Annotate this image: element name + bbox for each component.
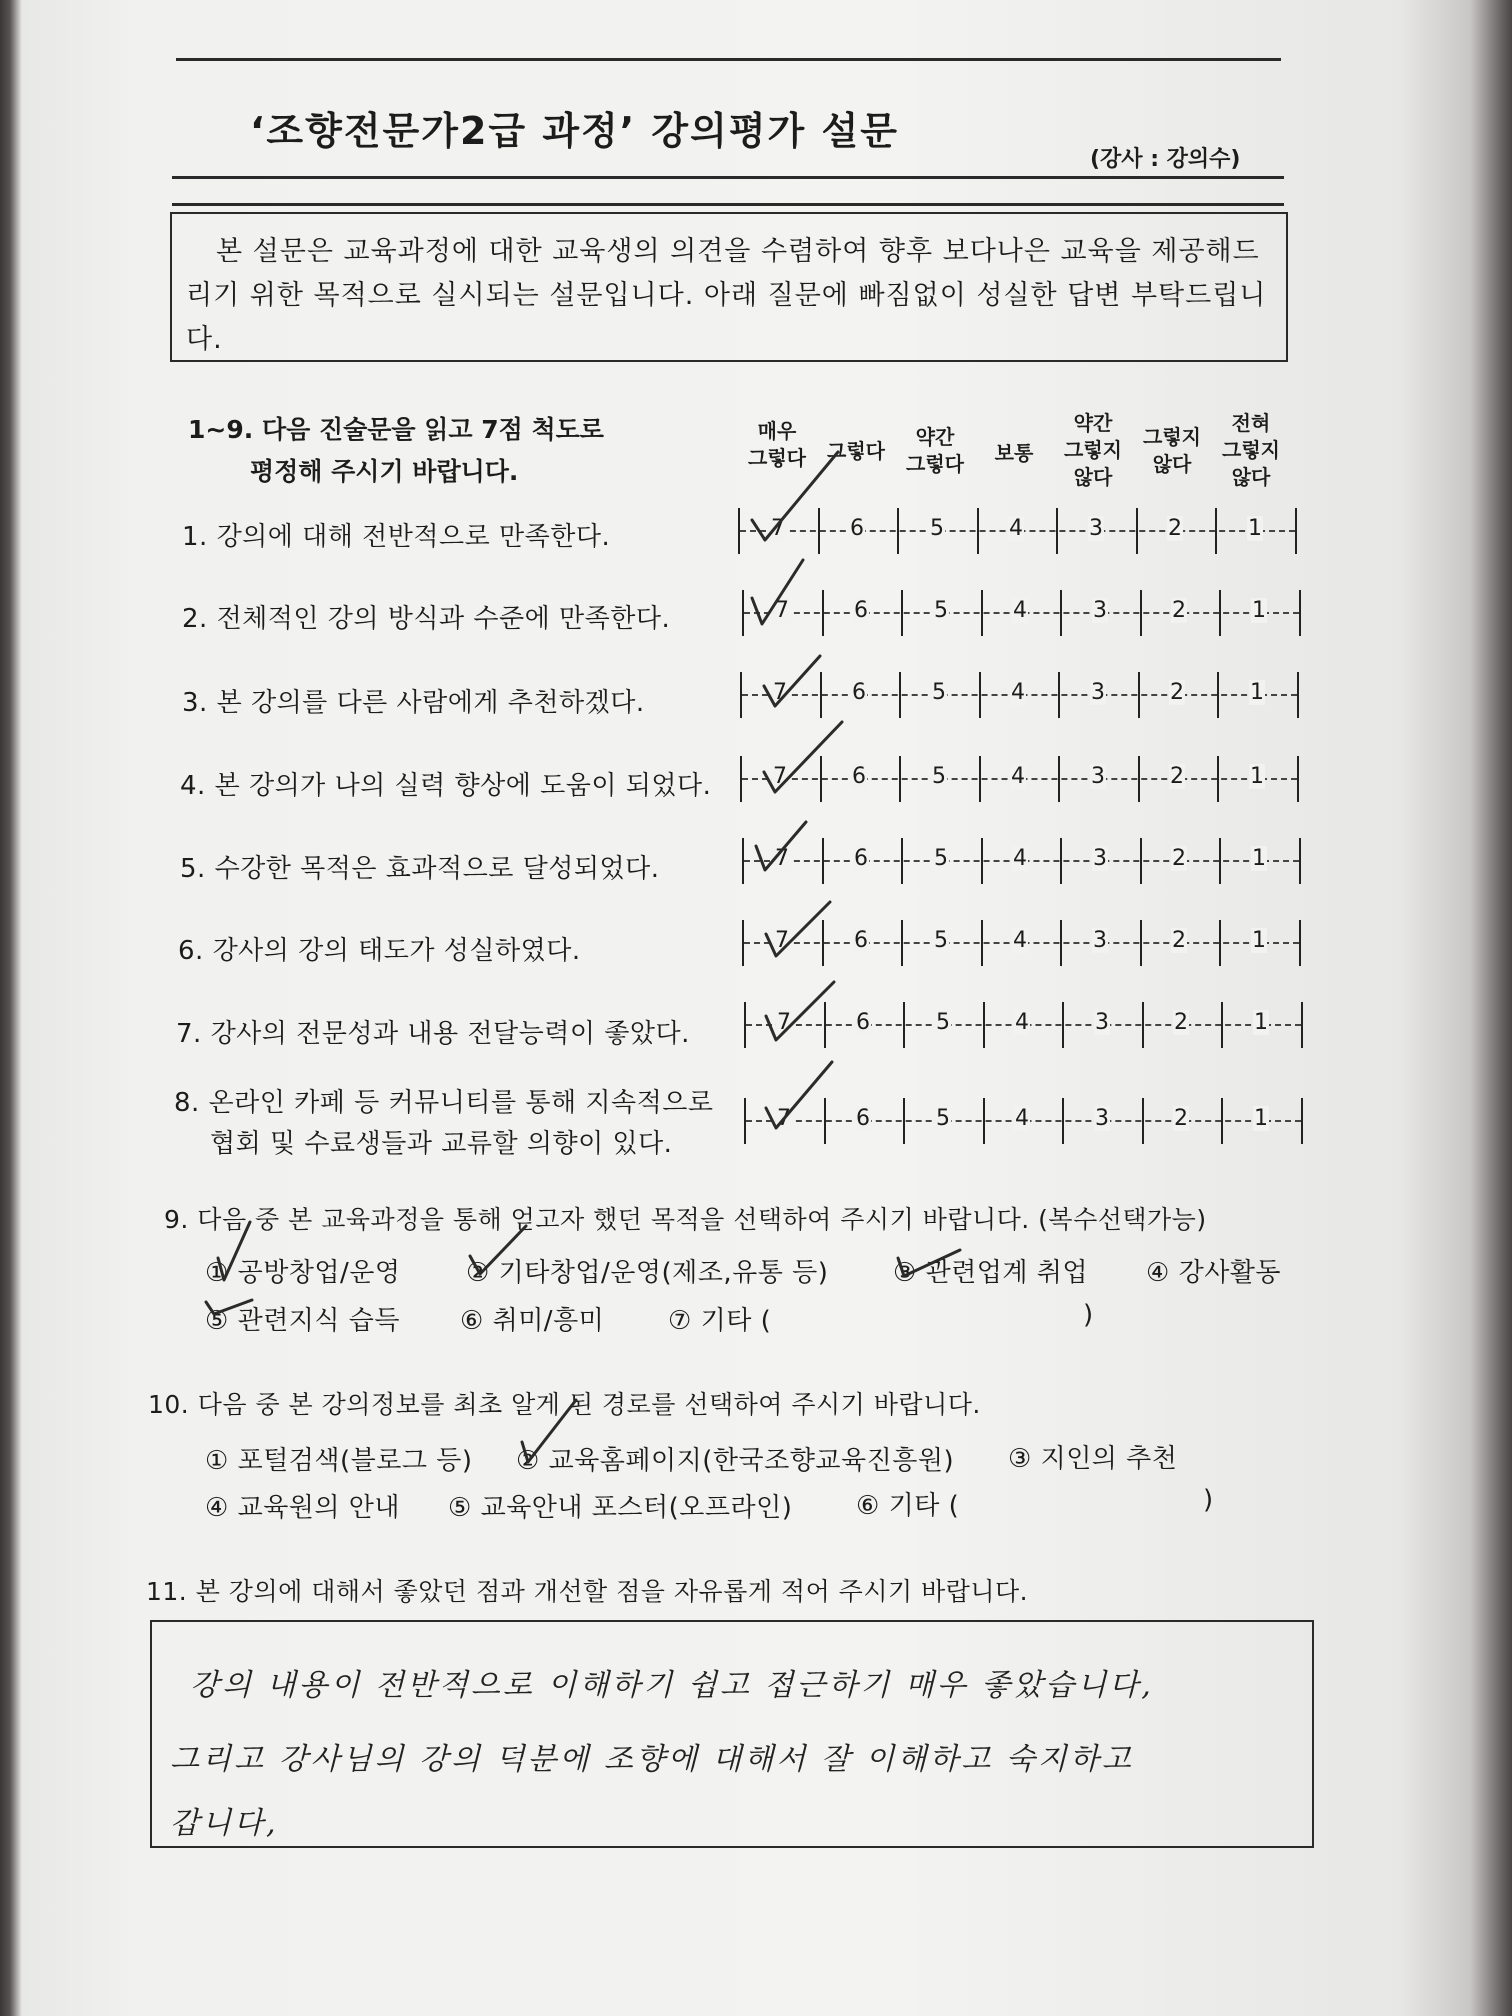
intro-box bbox=[170, 212, 1288, 362]
scale-number-6[interactable]: 6 bbox=[856, 1010, 870, 1035]
q10-option-6-close: ) bbox=[1203, 1485, 1214, 1515]
q10-option-4[interactable]: ④ 교육원의 안내 bbox=[205, 1493, 401, 1523]
scale-number-2[interactable]: 2 bbox=[1170, 680, 1184, 705]
scale-number-1[interactable]: 1 bbox=[1252, 598, 1266, 623]
rating-scale-row[interactable] bbox=[742, 920, 1304, 966]
rating-scale-row[interactable] bbox=[740, 756, 1302, 802]
col-header-slightly-agree: 약간 그렇다 bbox=[906, 425, 964, 476]
intro-text: 본 설문은 교육과정에 대한 교육생의 의견을 수렴하여 향후 보다나은 교육을 제공해드리기 위한 목적으로 실시되는 설문입니다. 아래 질문에 빠짐없이 성실한 답변 부탁드립니다. bbox=[186, 236, 1267, 355]
scale-number-5[interactable]: 5 bbox=[934, 928, 948, 953]
q10-option-5[interactable]: ⑤ 교육안내 포스터(오프라인) bbox=[448, 1493, 793, 1523]
scale-number-5[interactable]: 5 bbox=[930, 516, 944, 541]
scale-number-4[interactable]: 4 bbox=[1015, 1106, 1029, 1131]
scale-number-5[interactable]: 5 bbox=[934, 846, 948, 871]
scale-divider bbox=[1295, 508, 1297, 554]
scale-number-4[interactable]: 4 bbox=[1015, 1010, 1029, 1035]
scale-divider bbox=[1301, 1002, 1303, 1048]
question-4: 4. 본 강의가 나의 실력 향상에 도움이 되었다. bbox=[180, 771, 712, 801]
scale-number-6[interactable]: 6 bbox=[852, 764, 866, 789]
scale-number-2[interactable]: 2 bbox=[1168, 516, 1182, 541]
q9-option-2[interactable]: ② 기타창업/운영(제조,유통 등) bbox=[466, 1258, 829, 1288]
page-title: ‘조향전문가2급 과정’ 강의평가 설문 bbox=[250, 109, 899, 153]
scale-number-6[interactable]: 6 bbox=[854, 598, 868, 623]
col-header-neutral: 보통 bbox=[994, 441, 1034, 465]
lecturer-label: (강사 : 강의수) bbox=[1090, 147, 1241, 172]
scale-number-3[interactable]: 3 bbox=[1095, 1106, 1109, 1131]
scale-number-5[interactable]: 5 bbox=[934, 598, 948, 623]
q10-option-6[interactable]: ⑥ 기타 ( bbox=[856, 1491, 960, 1521]
q9-option-5[interactable]: ⑤ 관련지식 습득 bbox=[205, 1306, 401, 1336]
rating-scale-row[interactable] bbox=[744, 1002, 1306, 1048]
title-rule-2 bbox=[172, 203, 1284, 206]
scale-number-3[interactable]: 3 bbox=[1093, 598, 1107, 623]
scale-number-5[interactable]: 5 bbox=[932, 764, 946, 789]
scale-divider bbox=[1297, 756, 1299, 802]
q9-option-1[interactable]: ① 공방창업/운영 bbox=[205, 1258, 401, 1288]
section1-title-line2: 평정해 주시기 바랍니다. bbox=[250, 457, 519, 486]
question-8-line2: 협회 및 수료생들과 교류할 의향이 있다. bbox=[210, 1129, 673, 1159]
q11-answer-line-1: 강의 내용이 전반적으로 이해하기 쉽고 접근하기 매우 좋았습니다, bbox=[190, 1668, 1154, 1703]
scale-number-7[interactable]: 7 bbox=[777, 1106, 791, 1131]
scale-number-1[interactable]: 1 bbox=[1250, 764, 1264, 789]
section1-title-line1: 1~9. 다음 진술문을 읽고 7점 척도로 bbox=[188, 415, 604, 444]
scale-number-3[interactable]: 3 bbox=[1089, 516, 1103, 541]
scale-number-4[interactable]: 4 bbox=[1009, 516, 1023, 541]
scale-number-6[interactable]: 6 bbox=[850, 516, 864, 541]
question-9: 9. 다음 중 본 교육과정을 통해 얻고자 했던 목적을 선택하여 주시기 바랍니다. (복수선택가능) bbox=[164, 1205, 1207, 1234]
scale-number-1[interactable]: 1 bbox=[1254, 1010, 1268, 1035]
scale-number-6[interactable]: 6 bbox=[852, 680, 866, 705]
col-header-strongly-disagree: 전혀 그렇지 않다 bbox=[1222, 411, 1280, 489]
scale-number-7[interactable]: 7 bbox=[773, 764, 787, 789]
scale-number-7[interactable]: 7 bbox=[777, 1010, 791, 1035]
q9-option-6[interactable]: ⑥ 취미/흥미 bbox=[460, 1306, 605, 1336]
question-5: 5. 수강한 목적은 효과적으로 달성되었다. bbox=[180, 854, 660, 884]
scale-number-2[interactable]: 2 bbox=[1172, 928, 1186, 953]
scale-divider bbox=[1301, 1098, 1303, 1144]
question-11: 11. 본 강의에 대해서 좋았던 점과 개선할 점을 자유롭게 적어 주시기 바랍니다. bbox=[146, 1577, 1029, 1606]
scale-number-6[interactable]: 6 bbox=[854, 846, 868, 871]
scale-number-4[interactable]: 4 bbox=[1013, 598, 1027, 623]
scale-number-7[interactable]: 7 bbox=[775, 846, 789, 871]
rating-scale-row[interactable] bbox=[738, 508, 1300, 554]
scale-number-1[interactable]: 1 bbox=[1252, 846, 1266, 871]
rating-scale-row[interactable] bbox=[742, 590, 1304, 636]
q11-answer-line-2: 그리고 강사님의 강의 덕분에 조향에 대해서 잘 이해하고 숙지하고 bbox=[170, 1742, 1134, 1777]
scale-number-7[interactable]: 7 bbox=[771, 516, 785, 541]
scale-number-1[interactable]: 1 bbox=[1254, 1106, 1268, 1131]
scale-number-2[interactable]: 2 bbox=[1172, 846, 1186, 871]
scale-number-5[interactable]: 5 bbox=[936, 1010, 950, 1035]
question-2: 2. 전체적인 강의 방식과 수준에 만족한다. bbox=[182, 604, 671, 634]
rating-scale-row[interactable] bbox=[740, 672, 1302, 718]
scale-number-1[interactable]: 1 bbox=[1252, 928, 1266, 953]
col-header-slightly-disagree: 약간 그렇지 않다 bbox=[1064, 411, 1122, 489]
scale-number-6[interactable]: 6 bbox=[854, 928, 868, 953]
scale-number-2[interactable]: 2 bbox=[1172, 598, 1186, 623]
scale-number-3[interactable]: 3 bbox=[1091, 764, 1105, 789]
scale-divider bbox=[1297, 672, 1299, 718]
scale-number-3[interactable]: 3 bbox=[1093, 928, 1107, 953]
question-8: 8. 온라인 카페 등 커뮤니티를 통해 지속적으로 bbox=[174, 1088, 714, 1118]
question-7: 7. 강사의 전문성과 내용 전달능력이 좋았다. bbox=[176, 1019, 690, 1049]
scale-number-7[interactable]: 7 bbox=[773, 680, 787, 705]
scale-divider bbox=[1299, 590, 1301, 636]
scale-number-7[interactable]: 7 bbox=[775, 598, 789, 623]
scale-number-4[interactable]: 4 bbox=[1011, 764, 1025, 789]
scale-number-1[interactable]: 1 bbox=[1248, 516, 1262, 541]
scale-number-3[interactable]: 3 bbox=[1093, 846, 1107, 871]
q9-option-7-close: ) bbox=[1083, 1300, 1094, 1330]
scale-number-1[interactable]: 1 bbox=[1250, 680, 1264, 705]
scale-number-5[interactable]: 5 bbox=[936, 1106, 950, 1131]
scale-number-5[interactable]: 5 bbox=[932, 680, 946, 705]
title-rule-1 bbox=[172, 176, 1284, 179]
q11-answer-box[interactable] bbox=[150, 1620, 1314, 1848]
scale-number-2[interactable]: 2 bbox=[1170, 764, 1184, 789]
scale-number-4[interactable]: 4 bbox=[1011, 680, 1025, 705]
q10-option-1[interactable]: ① 포털검색(블로그 등) bbox=[205, 1446, 473, 1476]
q9-option-7[interactable]: ⑦ 기타 ( bbox=[668, 1306, 772, 1336]
scale-number-2[interactable]: 2 bbox=[1174, 1010, 1188, 1035]
scale-number-2[interactable]: 2 bbox=[1174, 1106, 1188, 1131]
q9-option-3[interactable]: ③ 관련업계 취업 bbox=[893, 1258, 1089, 1288]
scale-divider bbox=[1299, 920, 1301, 966]
col-header-very-agree: 매우 그렇다 bbox=[748, 419, 806, 470]
scale-divider bbox=[1299, 838, 1301, 884]
scale-number-7[interactable]: 7 bbox=[775, 928, 789, 953]
question-10: 10. 다음 중 본 강의정보를 최초 알게 된 경로를 선택하여 주시기 바랍니다. bbox=[148, 1390, 981, 1419]
question-3: 3. 본 강의를 다른 사람에게 추천하겠다. bbox=[182, 688, 645, 718]
rating-scale-row[interactable] bbox=[744, 1098, 1306, 1144]
q10-option-2[interactable]: ② 교육홈페이지(한국조향교육진흥원) bbox=[516, 1446, 955, 1476]
col-header-agree: 그렇다 bbox=[827, 439, 885, 463]
q9-option-4[interactable]: ④ 강사활동 bbox=[1146, 1258, 1282, 1288]
scale-number-3[interactable]: 3 bbox=[1091, 680, 1105, 705]
scale-number-4[interactable]: 4 bbox=[1013, 846, 1027, 871]
rating-scale-row[interactable] bbox=[742, 838, 1304, 884]
q11-answer-line-3: 갑니다, bbox=[170, 1806, 279, 1841]
col-header-disagree: 그렇지 않다 bbox=[1143, 425, 1201, 476]
scale-number-6[interactable]: 6 bbox=[856, 1106, 870, 1131]
question-1: 1. 강의에 대해 전반적으로 만족한다. bbox=[182, 522, 611, 552]
top-rule bbox=[176, 58, 1281, 61]
question-6: 6. 강사의 강의 태도가 성실하였다. bbox=[178, 936, 581, 966]
q10-option-3[interactable]: ③ 지인의 추천 bbox=[1008, 1444, 1178, 1474]
scale-number-4[interactable]: 4 bbox=[1013, 928, 1027, 953]
scale-number-3[interactable]: 3 bbox=[1095, 1010, 1109, 1035]
